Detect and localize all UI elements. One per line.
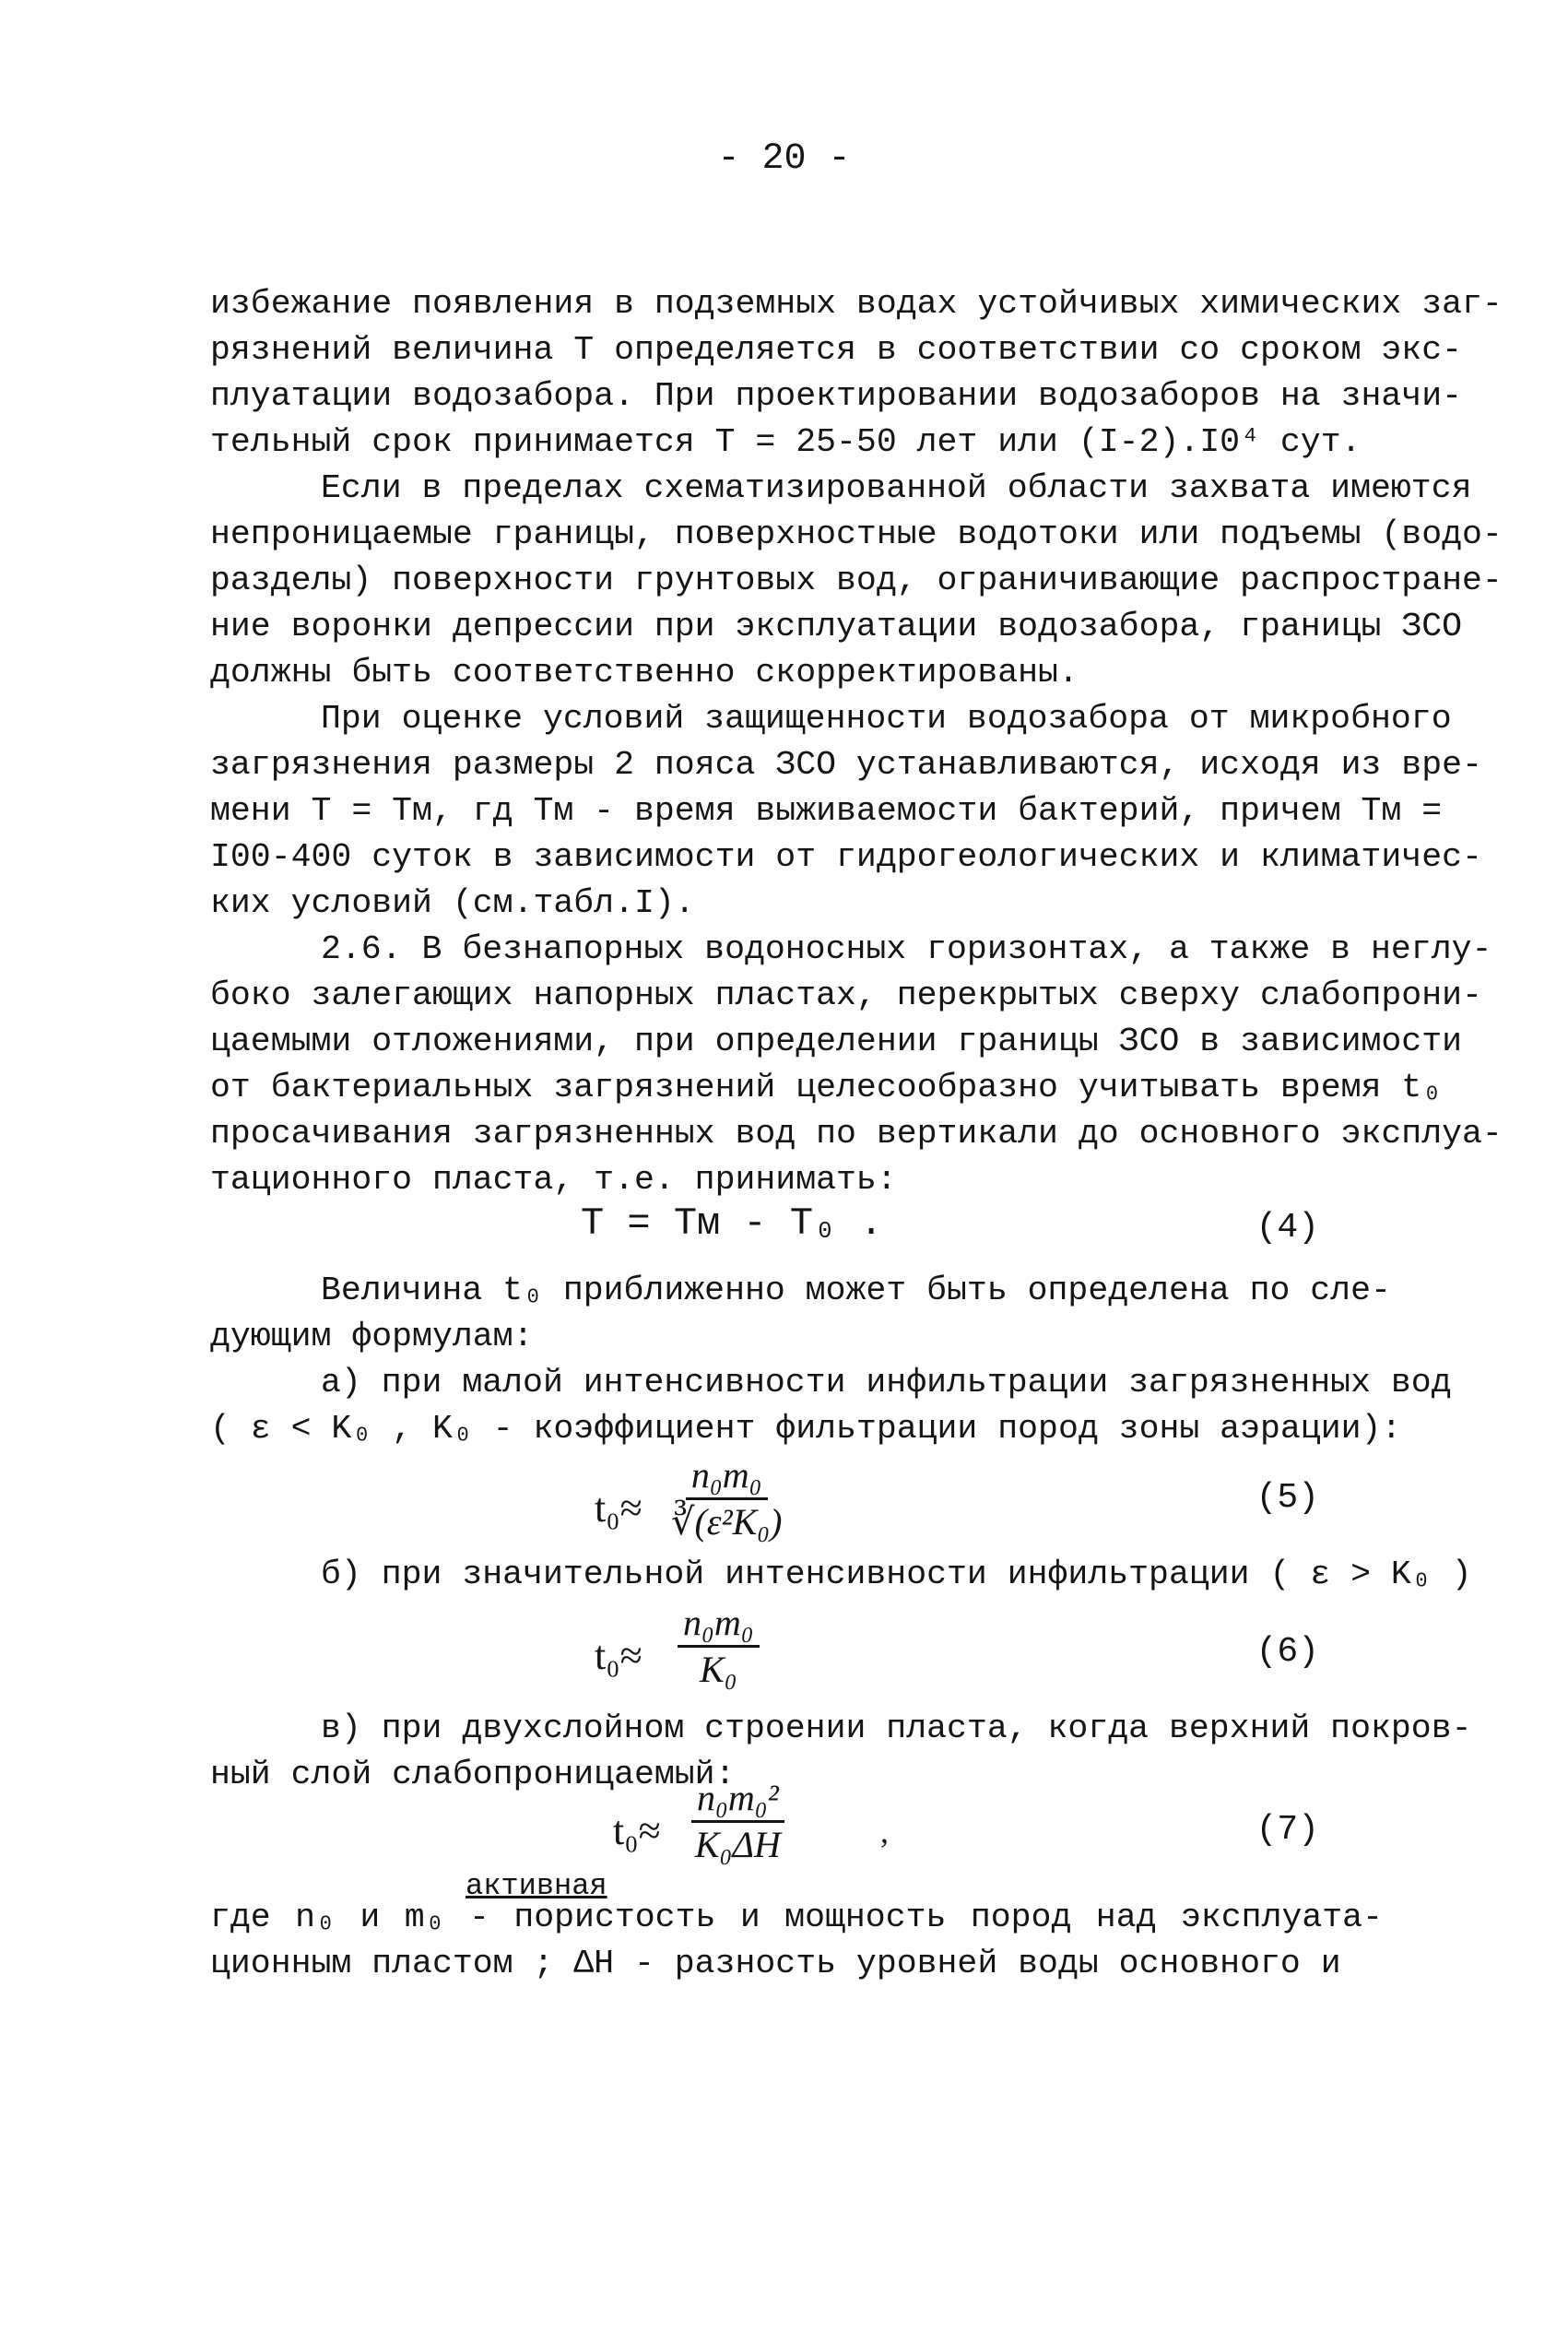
equation-7-denominator: K₀ΔH — [694, 1824, 781, 1865]
section-2-6-paragraph — [210, 927, 1503, 1203]
item-c — [210, 1706, 1472, 1798]
equation-6-lhs: t₀≈ — [595, 1633, 643, 1678]
text-line: непроницаемые границы, поверхностные водотоки или подъемы (водо- — [210, 515, 1503, 553]
equation-4-number: (4) — [1256, 1208, 1319, 1248]
text-line: от бактериальных загрязнений целесообразно учитывать время t₀ — [210, 1069, 1443, 1106]
equation-7-number: (7) — [1256, 1810, 1319, 1850]
text-line: 2.6. В безнапорных водоносных горизонтах, а также в неглу- — [321, 930, 1492, 968]
text-line: разделы) поверхности грунтовых вод, ограничивающие распростране- — [210, 562, 1503, 599]
equation-5-number: (5) — [1256, 1478, 1319, 1518]
text-line: I00-400 суток в зависимости от гидрогеологических и климатичес- — [210, 838, 1482, 876]
equation-6-fraction — [678, 1603, 760, 1690]
text-line: боко залегающих напорных пластах, перекрытых сверху слабопрони- — [210, 976, 1482, 1014]
text-line: дующим формулам: — [210, 1318, 534, 1355]
paragraph-1 — [210, 281, 1503, 466]
text-line: а) при малой интенсивности инфильтрации загрязненных вод — [321, 1364, 1452, 1402]
text-line: б) при значительной интенсивности инфильтрации ( ε > K₀ ) — [321, 1555, 1472, 1593]
text-line: Величина t₀ приближенно может быть определена по сле- — [321, 1271, 1391, 1309]
page-number: - 20 - — [717, 138, 851, 180]
equation-5-fraction — [671, 1455, 782, 1543]
text-line: избежание появления в подземных водах устойчивых химических заг- — [210, 285, 1503, 323]
equation-7-numerator: n₀m₀² — [691, 1778, 784, 1823]
text-line: тельный срок принимается T = 25-50 лет или (I-2).I0⁴ сут. — [210, 423, 1362, 461]
equation-5-denominator: ∛(ε²K₀) — [671, 1501, 783, 1543]
paragraph-3 — [210, 696, 1482, 927]
text-line: должны быть соответственно скорректированы. — [210, 654, 1079, 692]
text-line: ный слой слабопроницаемый: — [210, 1756, 736, 1793]
inserted-word: активная — [466, 1869, 607, 1903]
equation-5-lhs: t₀≈ — [595, 1485, 643, 1531]
text-line: ние воронки депрессии при эксплуатации водозабора, границы ЗСО — [210, 608, 1463, 645]
equation-4: T = Tм - T₀ . — [581, 1201, 883, 1246]
equation-6-numerator: n₀m₀ — [678, 1603, 760, 1648]
item-b — [210, 1552, 1472, 1598]
text-line: тационного пласта, т.е. принимать: — [210, 1161, 897, 1199]
paragraph-2 — [210, 466, 1503, 696]
item-a — [210, 1360, 1452, 1452]
text-line: Если в пределах схематизированной области захвата имеются — [321, 469, 1472, 507]
text-line: плуатации водозабора. При проектировании водозаборов на значи- — [210, 377, 1463, 415]
text-line: просачивания загрязненных вод по вертикали до основного эксплуа- — [210, 1115, 1503, 1153]
equation-5-numerator: n₀m₀ — [686, 1455, 768, 1500]
text-line: в) при двухслойном строении пласта, когда верхний покров- — [321, 1709, 1472, 1747]
equation-6-number: (6) — [1256, 1632, 1319, 1672]
paragraph-definitions — [210, 1895, 1383, 1987]
text-line: рязнений величина T определяется в соответствии со сроком экс- — [210, 331, 1463, 369]
paragraph-estimate — [210, 1268, 1391, 1360]
equation-7-lhs: t₀≈ — [613, 1808, 661, 1853]
text-line: где n₀ и m₀ - пористость и мощность пород над эксплуата- — [210, 1898, 1383, 1936]
text-line: ких условий (см.табл.I). — [210, 884, 695, 922]
equation-6-denominator: K₀ — [700, 1649, 737, 1690]
text-line: ( ε < K₀ , K₀ - коэффициент фильтрации пород зоны аэрации): — [210, 1410, 1402, 1448]
equation-7-fraction — [691, 1778, 784, 1865]
text-line: цаемыми отложениями, при определении границы ЗСО в зависимости — [210, 1023, 1463, 1060]
equation-7-comma: , — [880, 1813, 889, 1850]
text-line: ционным пластом ; ΔH - разность уровней воды основного и — [210, 1945, 1341, 1982]
text-line: мени T = Tм, гд Tм - время выживаемости бактерий, причем Tм = — [210, 792, 1443, 830]
text-line: загрязнения размеры 2 пояса ЗСО устанавливаются, исходя из вре- — [210, 746, 1482, 784]
text-line: При оценке условий защищенности водозабора от микробного — [321, 700, 1452, 738]
